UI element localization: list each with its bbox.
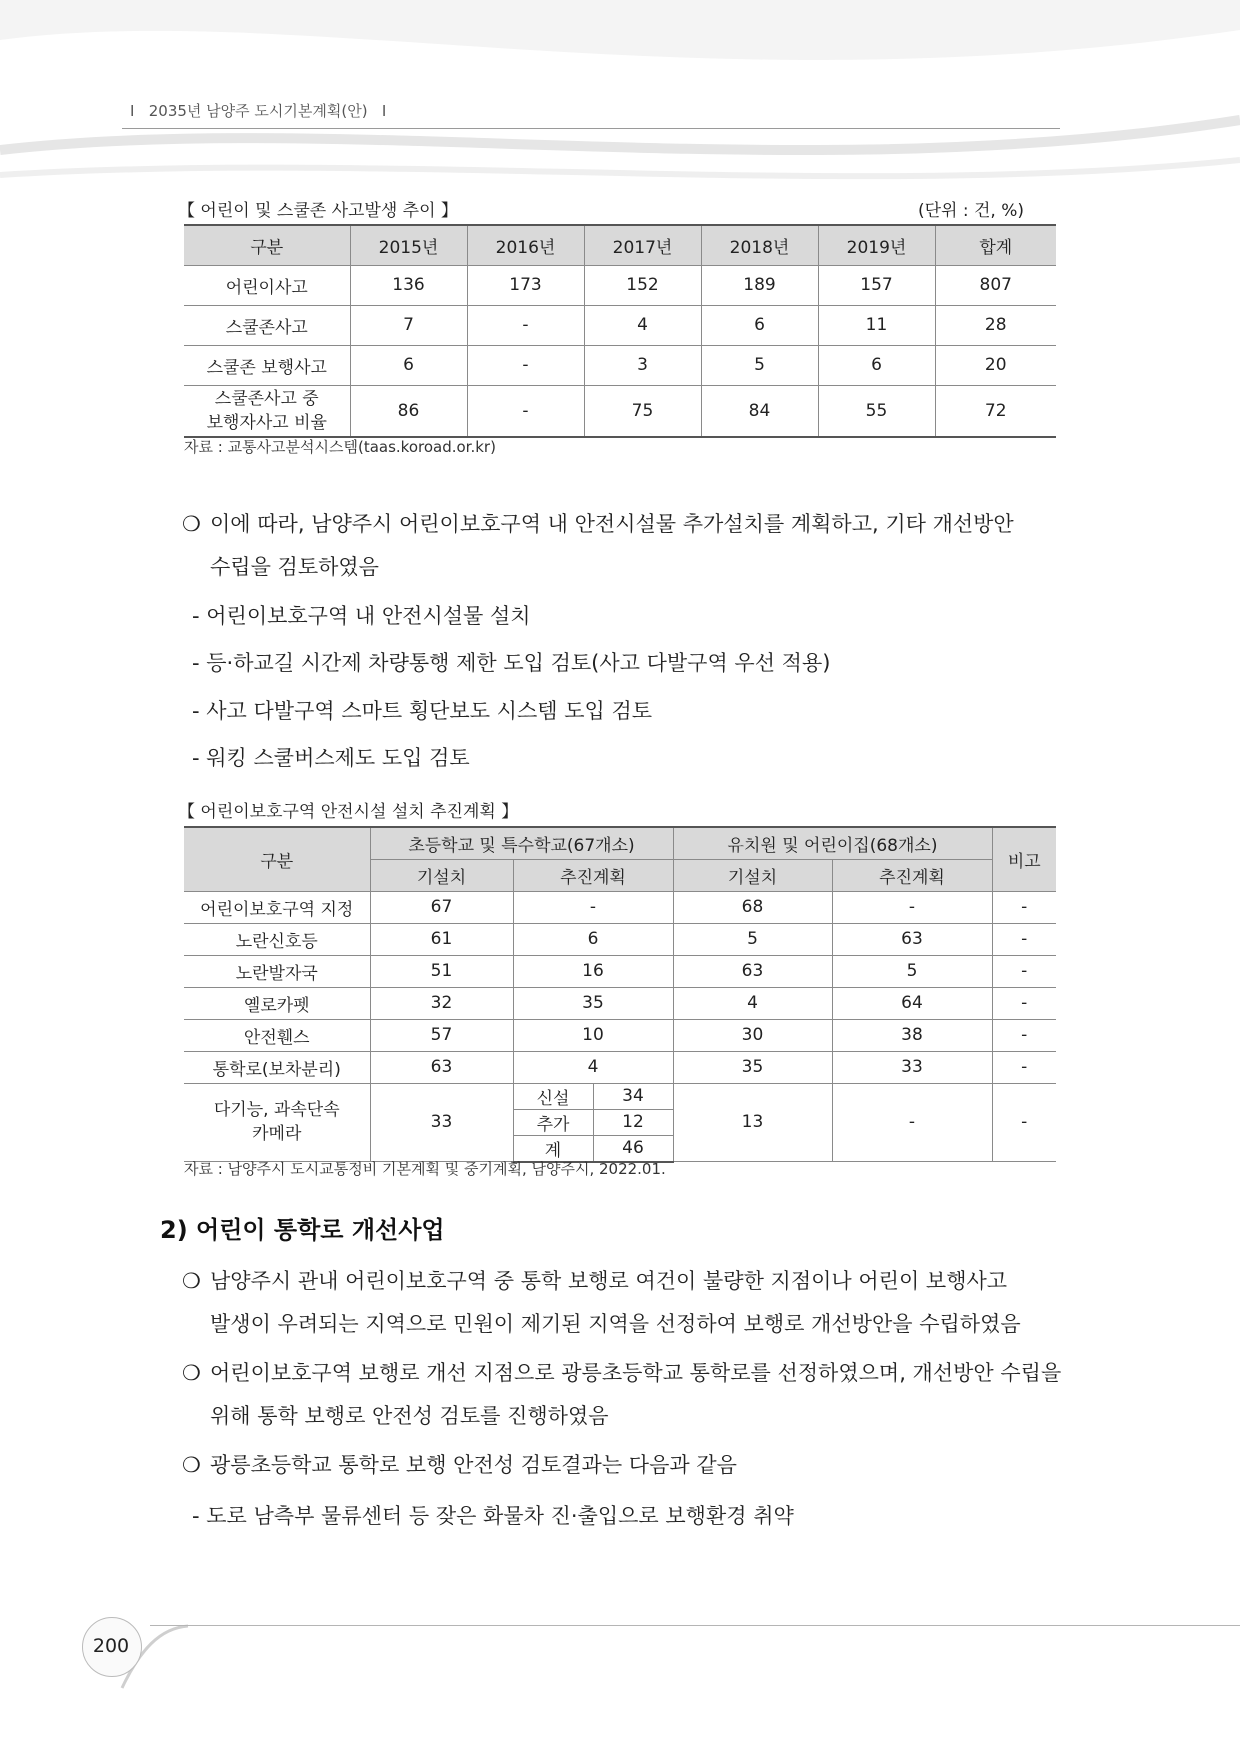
table-cell: 28 bbox=[935, 305, 1056, 345]
row-label: 어린이보호구역 지정 bbox=[184, 891, 370, 923]
table-cell: 35 bbox=[513, 987, 673, 1019]
table-cell: 10 bbox=[513, 1019, 673, 1051]
table-cell: 신설 bbox=[513, 1083, 593, 1109]
table-cell: 7 bbox=[350, 305, 467, 345]
table-cell: - bbox=[513, 891, 673, 923]
circle-bullet-icon: ❍ bbox=[182, 512, 201, 536]
table-cell: 5 bbox=[832, 955, 992, 987]
table-cell: - bbox=[992, 955, 1056, 987]
table-row bbox=[184, 1083, 1056, 1109]
column-header: 2017년 bbox=[584, 225, 701, 265]
table-cell: 3 bbox=[584, 345, 701, 385]
table-cell: 67 bbox=[370, 891, 513, 923]
table-cell: 13 bbox=[673, 1083, 832, 1162]
table-cell: 157 bbox=[818, 265, 935, 305]
table-cell: - bbox=[832, 891, 992, 923]
table-row bbox=[184, 385, 1056, 437]
table-cell: 6 bbox=[701, 305, 818, 345]
section-heading: 2) 어린이 통학로 개선사업 bbox=[160, 1216, 445, 1244]
column-header: 구분 bbox=[184, 827, 370, 891]
table-header-row bbox=[184, 225, 1056, 265]
table-cell: 34 bbox=[593, 1083, 673, 1109]
column-header: 구분 bbox=[184, 225, 350, 265]
table-cell: 75 bbox=[584, 385, 701, 437]
safety-facility-plan-table bbox=[184, 826, 1056, 1163]
table-cell: 63 bbox=[832, 923, 992, 955]
row-label: 스쿨존 보행사고 bbox=[184, 345, 350, 385]
circle-bullet-icon: ❍ bbox=[182, 1453, 201, 1477]
list-item: - 사고 다발구역 스마트 횡단보도 시스템 도입 검토 bbox=[192, 699, 653, 723]
table-cell: - bbox=[992, 987, 1056, 1019]
column-header: 2015년 bbox=[350, 225, 467, 265]
paragraph-site-selection: ❍ 어린이보호구역 보행로 개선 지점으로 광릉초등학교 통학로를 선정하였으며, 개선방안 수립을 위해 통학 보행로 안전성 검토를 진행하였음 bbox=[182, 1352, 1062, 1438]
table-cell: 추가 bbox=[513, 1109, 593, 1135]
footer-rule bbox=[150, 1625, 1240, 1626]
column-header: 합계 bbox=[935, 225, 1056, 265]
page-number: 200 bbox=[92, 1635, 130, 1657]
accident-trend-table bbox=[184, 224, 1056, 438]
table-cell: 16 bbox=[513, 955, 673, 987]
row-label: 옐로카펫 bbox=[184, 987, 370, 1019]
table-row bbox=[184, 955, 1056, 987]
table-cell: 61 bbox=[370, 923, 513, 955]
table-cell: 5 bbox=[701, 345, 818, 385]
table-cell: - bbox=[467, 305, 584, 345]
table-cell: 55 bbox=[818, 385, 935, 437]
table-cell: 11 bbox=[818, 305, 935, 345]
table-cell: 20 bbox=[935, 345, 1056, 385]
table-cell: 68 bbox=[673, 891, 832, 923]
row-label: 노란발자국 bbox=[184, 955, 370, 987]
row-label: 스쿨존사고 bbox=[184, 305, 350, 345]
table-cell: 86 bbox=[350, 385, 467, 437]
paragraph-improvement: ❍ 남양주시 관내 어린이보호구역 중 통학 보행로 여건이 불량한 지점이나 어린이 보행사고 발생이 우려되는 지역으로 민원이 제기된 지역을 선정하여 보행로 개선방안을 수립하였음 bbox=[182, 1260, 1062, 1346]
table-header-row bbox=[184, 827, 1056, 859]
table2-caption: 【 어린이보호구역 안전시설 설치 추진계획 】 bbox=[178, 802, 519, 822]
table-cell: 4 bbox=[584, 305, 701, 345]
column-header: 기설치 bbox=[673, 859, 832, 891]
row-label: 다기능, 과속단속 카메라 bbox=[184, 1083, 370, 1162]
row-label: 안전휀스 bbox=[184, 1019, 370, 1051]
circle-bullet-icon: ❍ bbox=[182, 1269, 201, 1293]
table-cell: 33 bbox=[832, 1051, 992, 1083]
table-cell: - bbox=[467, 385, 584, 437]
table-cell: 32 bbox=[370, 987, 513, 1019]
column-header: 비고 bbox=[992, 827, 1056, 891]
table-cell: 35 bbox=[673, 1051, 832, 1083]
table-cell: 33 bbox=[370, 1083, 513, 1162]
table-cell: - bbox=[992, 1019, 1056, 1051]
table-cell: - bbox=[992, 891, 1056, 923]
table-cell: 계 bbox=[513, 1135, 593, 1162]
column-header: 유치원 및 어린이집(68개소) bbox=[673, 827, 992, 859]
header-rule bbox=[122, 128, 1060, 129]
table1-unit: (단위 : 건, %) bbox=[918, 201, 1025, 221]
table-row bbox=[184, 1051, 1056, 1083]
running-header: I 2035년 남양주 도시기본계획(안) I bbox=[130, 102, 387, 120]
row-label: 통학로(보차분리) bbox=[184, 1051, 370, 1083]
table-cell: 72 bbox=[935, 385, 1056, 437]
table-cell: 189 bbox=[701, 265, 818, 305]
table-cell: 57 bbox=[370, 1019, 513, 1051]
row-label: 노란신호등 bbox=[184, 923, 370, 955]
table-cell: 63 bbox=[673, 955, 832, 987]
column-header: 기설치 bbox=[370, 859, 513, 891]
table-cell: - bbox=[992, 923, 1056, 955]
table1-caption: 【 어린이 및 스쿨존 사고발생 추이 】 bbox=[178, 201, 458, 221]
table-cell: 12 bbox=[593, 1109, 673, 1135]
table-cell: 84 bbox=[701, 385, 818, 437]
column-header: 2016년 bbox=[467, 225, 584, 265]
table-cell: 807 bbox=[935, 265, 1056, 305]
paragraph-review-result: ❍ 광릉초등학교 통학로 보행 안전성 검토결과는 다음과 같음 bbox=[182, 1444, 1062, 1487]
paragraph-measures: ❍ 이에 따라, 남양주시 어린이보호구역 내 안전시설물 추가설치를 계획하고, 기타 개선방안 수립을 검토하였음 bbox=[182, 503, 1062, 589]
table-cell: - bbox=[992, 1051, 1056, 1083]
table-cell: 6 bbox=[818, 345, 935, 385]
list-item: - 어린이보호구역 내 안전시설물 설치 bbox=[192, 604, 531, 628]
list-item: - 도로 남측부 물류센터 등 잦은 화물차 진·출입으로 보행환경 취약 bbox=[192, 1504, 794, 1528]
table-row bbox=[184, 305, 1056, 345]
table-cell: 46 bbox=[593, 1135, 673, 1162]
table-row bbox=[184, 923, 1056, 955]
table1-source: 자료 : 교통사고분석시스템(taas.koroad.or.kr) bbox=[184, 438, 496, 456]
table-cell: 6 bbox=[350, 345, 467, 385]
column-header: 추진계획 bbox=[513, 859, 673, 891]
table-cell: 30 bbox=[673, 1019, 832, 1051]
table-cell: 4 bbox=[673, 987, 832, 1019]
column-header: 초등학교 및 특수학교(67개소) bbox=[370, 827, 673, 859]
list-item: - 워킹 스쿨버스제도 도입 검토 bbox=[192, 746, 470, 770]
table-cell: 4 bbox=[513, 1051, 673, 1083]
table-cell: 51 bbox=[370, 955, 513, 987]
column-header: 2019년 bbox=[818, 225, 935, 265]
table-cell: 5 bbox=[673, 923, 832, 955]
table-cell: 38 bbox=[832, 1019, 992, 1051]
table-row bbox=[184, 1019, 1056, 1051]
table-cell: - bbox=[832, 1083, 992, 1162]
list-item: - 등·하교길 시간제 차량통행 제한 도입 검토(사고 다발구역 우선 적용) bbox=[192, 651, 831, 675]
table-cell: 6 bbox=[513, 923, 673, 955]
table-cell: 63 bbox=[370, 1051, 513, 1083]
table-cell: 64 bbox=[832, 987, 992, 1019]
table-row bbox=[184, 987, 1056, 1019]
table-row bbox=[184, 891, 1056, 923]
table-row bbox=[184, 345, 1056, 385]
column-header: 추진계획 bbox=[832, 859, 992, 891]
document-title: 2035년 남양주 도시기본계획(안) bbox=[148, 102, 368, 120]
table2-source: 자료 : 남양주시 도시교통정비 기본계획 및 중기계획, 남양주시, 2022.01. bbox=[184, 1160, 666, 1178]
table-cell: - bbox=[467, 345, 584, 385]
table-cell: 173 bbox=[467, 265, 584, 305]
circle-bullet-icon: ❍ bbox=[182, 1361, 201, 1385]
table-cell: 136 bbox=[350, 265, 467, 305]
row-label: 스쿨존사고 중 보행자사고 비율 bbox=[184, 385, 350, 437]
column-header: 2018년 bbox=[701, 225, 818, 265]
table-row bbox=[184, 265, 1056, 305]
table-cell: - bbox=[992, 1083, 1056, 1162]
row-label: 어린이사고 bbox=[184, 265, 350, 305]
table-cell: 152 bbox=[584, 265, 701, 305]
